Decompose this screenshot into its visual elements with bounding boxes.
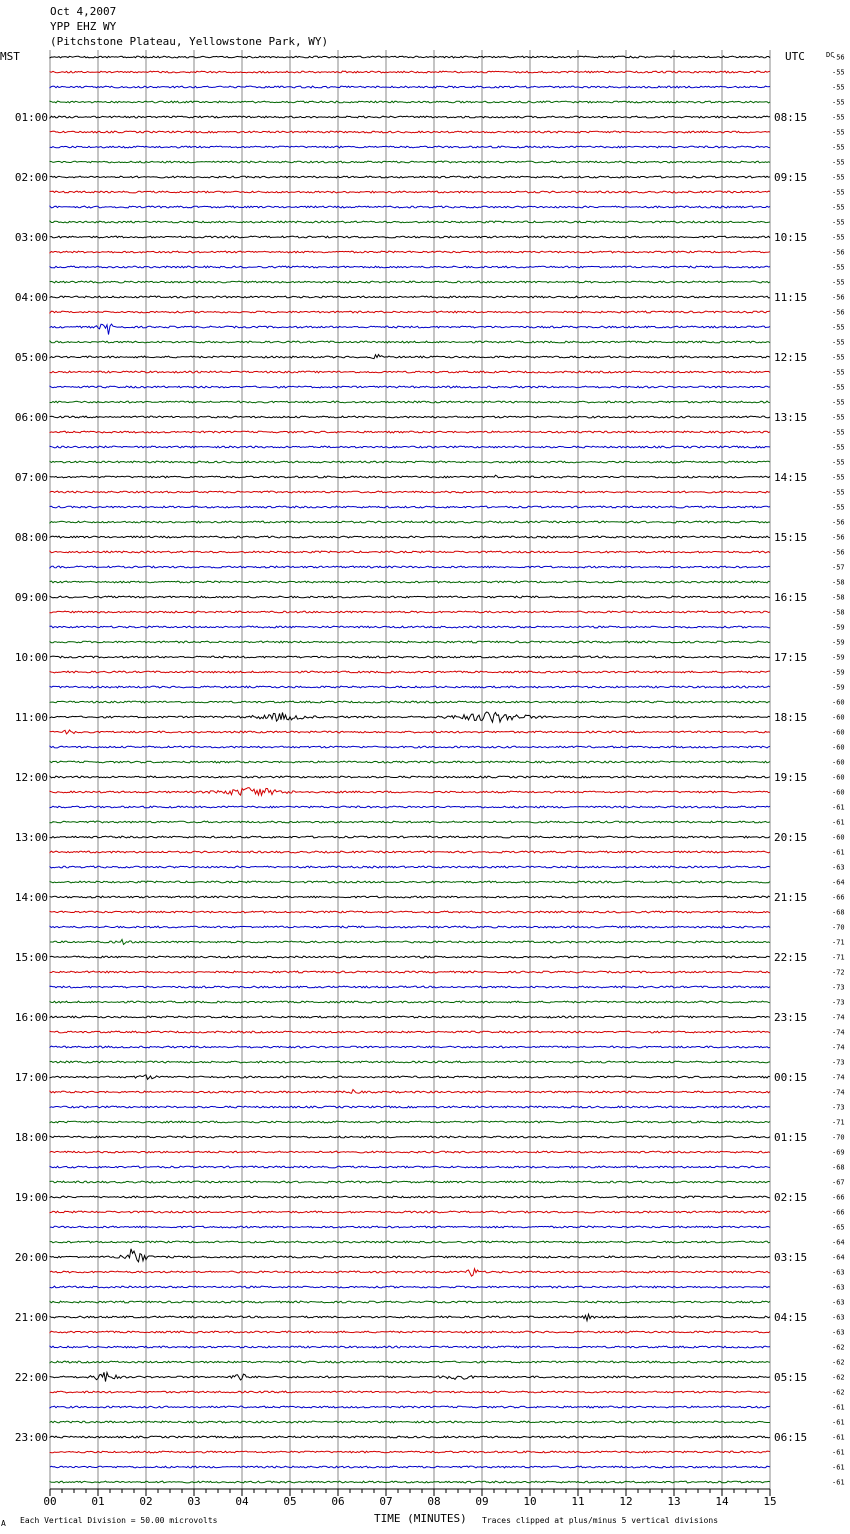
dc-offset-label: -55 [832,278,845,287]
dc-offset-label: -56 [832,293,845,302]
seismic-trace [50,311,770,313]
seismic-trace [50,730,770,734]
dc-offset-label: -55 [832,398,845,407]
dc-offset-label: -56 [832,248,845,257]
x-tick-label: 05 [283,1495,297,1508]
seismic-trace [50,1090,770,1094]
seismic-trace [50,281,770,283]
seismic-trace [50,461,770,463]
mst-hour-label: 17:00 [14,1071,48,1084]
mst-hour-label: 13:00 [14,831,48,844]
mst-hour-label: 08:00 [14,531,48,544]
dc-offset-label: -61 [832,1448,845,1457]
utc-hour-label: 09:15 [774,171,808,184]
mst-hour-label: 14:00 [14,891,48,904]
utc-hour-label: 12:15 [774,351,808,364]
seismic-trace [50,656,770,658]
dc-offset-label: -74 [832,1073,845,1082]
seismic-trace [50,641,770,643]
seismic-trace [50,1451,770,1453]
dc-offset-label: -60 [832,773,845,782]
x-tick-label: 09 [475,1495,489,1508]
dc-offset-label: -63 [832,1328,845,1337]
label-layer [15,54,845,1509]
seismic-trace [50,71,770,73]
dc-offset-label: -55 [832,443,845,452]
dc-offset-label: -60 [832,728,845,737]
dc-offset-label: -58 [832,608,845,617]
seismic-trace [50,671,770,673]
x-tick-label: 14 [715,1495,729,1508]
seismic-trace [50,1016,770,1018]
seismic-trace [50,371,770,373]
x-tick-label: 10 [523,1495,537,1508]
mst-hour-label: 04:00 [14,291,48,304]
dc-offset-label: -64 [832,1238,845,1247]
dc-offset-label: -62 [832,1358,845,1367]
x-tick-label: 06 [331,1495,345,1508]
seismic-trace [50,266,770,268]
seismic-trace [50,1226,770,1228]
seismic-trace [50,116,770,118]
seismic-trace [50,1372,770,1381]
mst-hour-label: 06:00 [14,411,48,424]
dc-offset-label: -66 [832,893,845,902]
seismic-trace [50,926,770,928]
seismic-trace [50,551,770,553]
dc-offset-label: -55 [832,128,845,137]
mst-hour-label: 16:00 [14,1011,48,1024]
dc-offset-label: -60 [832,833,845,842]
dc-offset-label: -60 [832,713,845,722]
seismic-trace [50,1314,770,1320]
mst-hour-label: 01:00 [14,111,48,124]
seismic-trace [50,581,770,583]
dc-offset-label: -62 [832,1388,845,1397]
dc-label: DC [826,51,835,59]
seismic-trace [50,686,770,688]
dc-offset-label: -71 [832,1118,845,1127]
utc-hour-label: 13:15 [774,411,808,424]
dc-offset-label: -56 [832,518,845,527]
dc-offset-label: -62 [832,1373,845,1382]
dc-offset-label: -60 [832,743,845,752]
right-timezone-label: UTC [785,50,805,63]
seismic-trace [50,596,770,598]
utc-hour-label: 05:15 [774,1371,808,1384]
utc-hour-label: 18:15 [774,711,808,724]
dc-offset-label: -59 [832,653,845,662]
seismic-trace [50,956,770,958]
seismic-trace [50,1346,770,1348]
dc-offset-label: -63 [832,1283,845,1292]
seismic-trace [50,1286,770,1288]
dc-offset-label: -74 [832,1043,845,1052]
dc-offset-label: -55 [832,188,845,197]
dc-offset-label: -55 [832,353,845,362]
x-tick-label: 13 [667,1495,681,1508]
seismic-trace [50,1481,770,1483]
dc-offset-label: -63 [832,863,845,872]
seismic-trace [50,431,770,433]
dc-offset-label: -72 [832,968,845,977]
seismic-trace [50,712,770,722]
utc-hour-label: 19:15 [774,771,808,784]
seismic-trace [50,1406,770,1408]
dc-offset-label: -55 [832,233,845,242]
mst-hour-label: 10:00 [14,651,48,664]
dc-offset-label: -58 [832,593,845,602]
dc-offset-label: -55 [832,218,845,227]
left-timezone-label: MST [0,50,20,63]
seismic-trace [50,324,770,335]
seismic-trace [50,1151,770,1153]
seismic-trace [50,161,770,163]
dc-offset-label: -55 [832,383,845,392]
seismic-trace [50,206,770,208]
dc-offset-label: -73 [832,1103,845,1112]
seismic-trace [50,1121,770,1123]
x-tick-label: 01 [91,1495,105,1508]
utc-hour-label: 06:15 [774,1431,808,1444]
station-label: YPP EHZ WY [50,20,117,33]
dc-offset-label: -55 [832,173,845,182]
seismic-trace [50,611,770,613]
x-tick-label: 11 [571,1495,585,1508]
seismic-trace [50,1166,770,1168]
dc-offset-label: -55 [832,488,845,497]
dc-offset-label: -59 [832,668,845,677]
dc-offset-label: -61 [832,803,845,812]
seismic-trace [50,506,770,508]
dc-offset-label: -66 [832,1193,845,1202]
x-axis-title: TIME (MINUTES) [374,1512,467,1525]
seismic-trace [50,896,770,898]
dc-offset-label: -74 [832,1013,845,1022]
dc-offset-label: -59 [832,623,845,632]
dc-offset-label: -55 [832,503,845,512]
mst-hour-label: 20:00 [14,1251,48,1264]
dc-offset-label: -59 [832,638,845,647]
utc-hour-label: 00:15 [774,1071,808,1084]
seismic-trace [50,236,770,238]
x-tick-label: 00 [43,1495,57,1508]
seismic-trace [50,911,770,913]
mst-hour-label: 18:00 [14,1131,48,1144]
x-tick-label: 07 [379,1495,393,1508]
dc-offset-label: -55 [832,368,845,377]
utc-hour-label: 14:15 [774,471,808,484]
dc-offset-label: -55 [832,203,845,212]
seismic-trace [50,836,770,838]
dc-offset-label: -70 [832,1133,845,1142]
seismic-trace [50,566,770,568]
seismic-trace [50,746,770,748]
seismic-trace [50,1421,770,1423]
seismic-trace [50,341,770,343]
clip-note: Traces clipped at plus/minus 5 vertical divisions [482,1516,719,1525]
dc-offset-label: -61 [832,1403,845,1412]
dc-offset-label: -61 [832,1418,845,1427]
location-label: (Pitchstone Plateau, Yellowstone Park, WY) [50,35,329,48]
x-tick-label: 12 [619,1495,633,1508]
utc-hour-label: 21:15 [774,891,808,904]
dc-offset-label: -56 [832,533,845,542]
dc-offset-label: -56 [832,53,845,62]
seismic-trace [50,191,770,193]
utc-hour-label: 04:15 [774,1311,808,1324]
dc-offset-label: -58 [832,578,845,587]
x-tick-label: 08 [427,1495,441,1508]
x-tick-label: 04 [235,1495,249,1508]
mst-hour-label: 09:00 [14,591,48,604]
seismic-trace [50,1269,770,1276]
seismic-trace [50,401,770,403]
seismic-trace [50,1331,770,1333]
utc-hour-label: 02:15 [774,1191,808,1204]
utc-hour-label: 15:15 [774,531,808,544]
seismic-trace [50,881,770,883]
seismic-trace [50,761,770,763]
dc-offset-label: -74 [832,1028,845,1037]
dc-offset-label: -61 [832,848,845,857]
seismic-trace [50,446,770,448]
date-label: Oct 4,2007 [50,5,117,18]
seismic-trace [50,176,770,178]
utc-hour-label: 20:15 [774,831,808,844]
seismic-trace [50,1211,770,1213]
dc-offset-label: -65 [832,1223,845,1232]
dc-offset-label: -63 [832,1268,845,1277]
dc-offset-label: -55 [832,473,845,482]
dc-offset-label: -55 [832,68,845,77]
dc-offset-label: -56 [832,308,845,317]
scale-note: Each Vertical Division = 50.00 microvolts [20,1516,218,1525]
dc-offset-label: -62 [832,1343,845,1352]
seismic-trace [50,851,770,853]
mst-hour-label: 12:00 [14,771,48,784]
dc-offset-label: -61 [832,1433,845,1442]
seismic-trace [50,1249,770,1262]
dc-offset-label: -73 [832,983,845,992]
seismic-trace [50,416,770,418]
x-tick-label: 03 [187,1495,201,1508]
seismic-trace [50,221,770,223]
dc-offset-label: -55 [832,98,845,107]
utc-hour-label: 08:15 [774,111,808,124]
dc-offset-label: -56 [832,548,845,557]
seismic-trace [50,1075,770,1080]
dc-offset-label: -57 [832,563,845,572]
utc-hour-label: 16:15 [774,591,808,604]
dc-offset-label: -70 [832,923,845,932]
seismic-trace [50,971,770,973]
corner-mark: A [1,1519,6,1528]
seismic-trace [50,251,770,253]
dc-offset-label: -69 [832,1148,845,1157]
dc-offset-label: -61 [832,1463,845,1472]
utc-hour-label: 23:15 [774,1011,808,1024]
dc-offset-label: -60 [832,758,845,767]
dc-offset-label: -60 [832,788,845,797]
seismic-trace [50,355,770,359]
seismic-trace [50,626,770,628]
seismic-trace [50,866,770,868]
seismic-trace [50,56,770,58]
seismic-trace [50,1046,770,1048]
seismic-trace [50,701,770,703]
mst-hour-label: 07:00 [14,471,48,484]
seismic-trace [50,1361,770,1363]
seismic-trace [50,788,770,796]
seismic-trace [50,521,770,523]
seismic-trace [50,131,770,133]
seismic-trace [50,296,770,298]
mst-hour-label: 21:00 [14,1311,48,1324]
utc-hour-label: 17:15 [774,651,808,664]
dc-offset-label: -74 [832,1088,845,1097]
dc-offset-label: -73 [832,1058,845,1067]
dc-offset-label: -59 [832,683,845,692]
seismic-trace [50,1436,770,1438]
seismic-trace [50,986,770,988]
mst-hour-label: 23:00 [14,1431,48,1444]
dc-offset-label: -55 [832,428,845,437]
seismic-trace [50,940,770,945]
seismic-trace [50,491,770,493]
seismic-trace [50,1136,770,1138]
seismic-trace [50,1106,770,1108]
dc-offset-label: -68 [832,908,845,917]
dc-offset-label: -73 [832,998,845,1007]
dc-offset-label: -71 [832,953,845,962]
dc-offset-label: -66 [832,1208,845,1217]
seismic-trace [50,1391,770,1393]
utc-hour-label: 11:15 [774,291,808,304]
dc-offset-label: -63 [832,1313,845,1322]
mst-hour-label: 22:00 [14,1371,48,1384]
x-tick-label: 02 [139,1495,153,1508]
seismic-trace [50,821,770,823]
dc-offset-label: -55 [832,458,845,467]
seismic-trace [50,1061,770,1063]
seismic-trace [50,1181,770,1183]
dc-offset-label: -55 [832,83,845,92]
seismic-trace [50,86,770,88]
dc-offset-label: -61 [832,1478,845,1487]
seismic-trace [50,1031,770,1033]
seismic-trace [50,386,770,388]
seismic-trace [50,1466,770,1468]
mst-hour-label: 19:00 [14,1191,48,1204]
seismic-trace [50,1196,770,1198]
dc-offset-label: -55 [832,143,845,152]
dc-offset-label: -61 [832,818,845,827]
dc-offset-label: -55 [832,158,845,167]
seismic-trace [50,536,770,538]
utc-hour-label: 01:15 [774,1131,808,1144]
dc-offset-label: -71 [832,938,845,947]
dc-offset-label: -55 [832,323,845,332]
seismic-trace [50,1001,770,1003]
utc-hour-label: 03:15 [774,1251,808,1264]
trace-layer [50,56,770,1483]
mst-hour-label: 03:00 [14,231,48,244]
dc-offset-label: -67 [832,1178,845,1187]
mst-hour-label: 11:00 [14,711,48,724]
seismic-trace [50,475,770,478]
dc-offset-label: -68 [832,1163,845,1172]
utc-hour-label: 22:15 [774,951,808,964]
seismic-trace [50,1241,770,1243]
seismic-trace [50,776,770,778]
seismic-trace [50,806,770,808]
mst-hour-label: 02:00 [14,171,48,184]
mst-hour-label: 15:00 [14,951,48,964]
dc-offset-label: -64 [832,878,845,887]
dc-offset-label: -55 [832,338,845,347]
dc-offset-label: -55 [832,413,845,422]
seismic-trace [50,1301,770,1303]
dc-offset-label: -63 [832,1298,845,1307]
dc-offset-label: -64 [832,1253,845,1262]
utc-hour-label: 10:15 [774,231,808,244]
seismic-trace [50,101,770,103]
dc-offset-label: -60 [832,698,845,707]
seismic-trace [50,146,770,148]
mst-hour-label: 05:00 [14,351,48,364]
dc-offset-label: -55 [832,113,845,122]
dc-offset-label: -55 [832,263,845,272]
x-tick-label: 15 [763,1495,777,1508]
